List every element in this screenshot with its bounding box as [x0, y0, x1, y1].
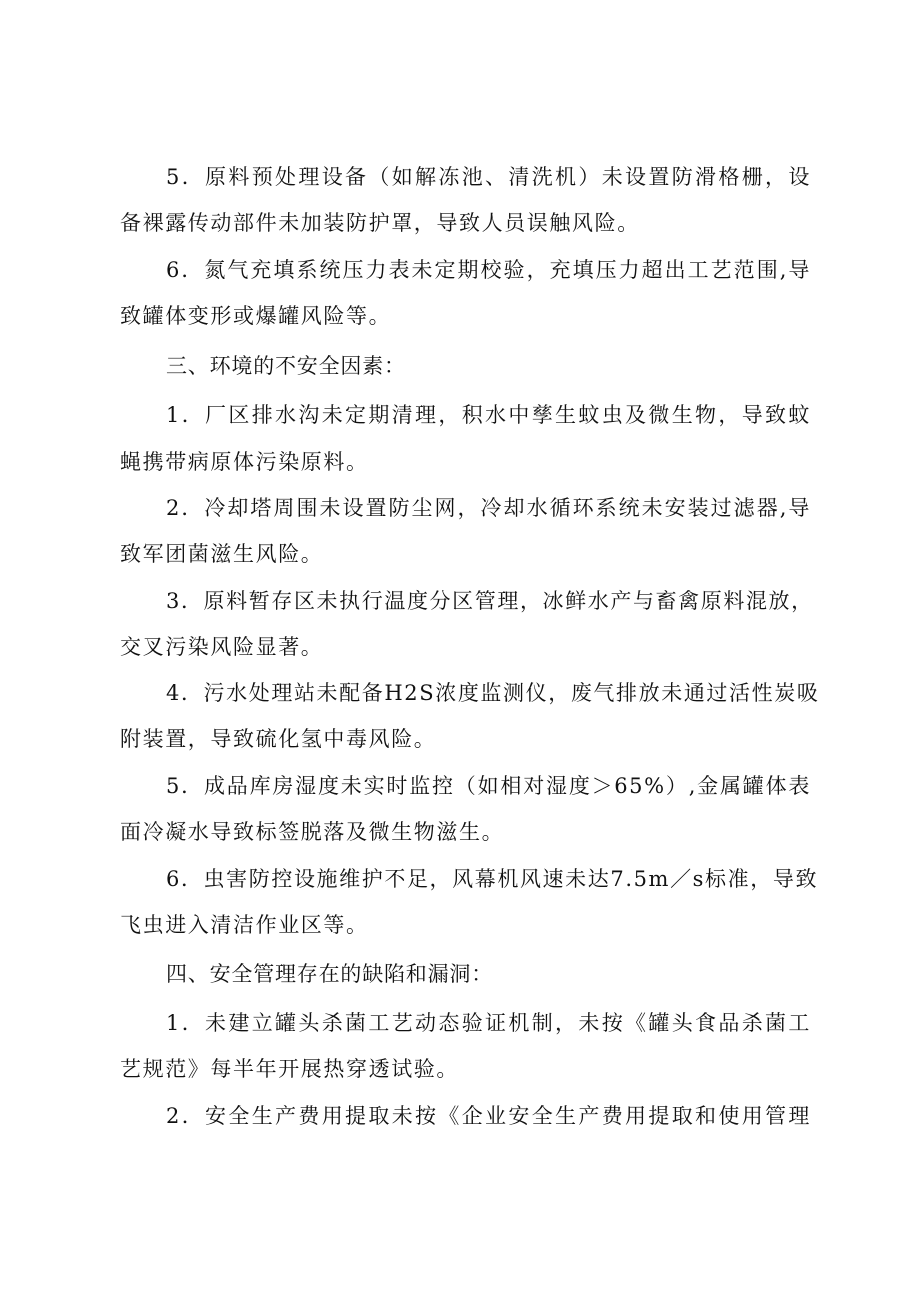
section-heading: 三、环境的不安全因素： [166, 354, 406, 378]
paragraph-line: 附装置，导致硫化氢中毒风险。 [120, 727, 437, 751]
paragraph-line: 1．未建立罐头杀菌工艺动态验证机制，未按《罐头食品杀菌工 [166, 1011, 811, 1035]
paragraph-line: 3．原料暂存区未执行温度分区管理，冰鲜水产与畜禽原料混放， [166, 589, 814, 613]
paragraph-line: 飞虫进入清洁作业区等。 [120, 913, 369, 937]
paragraph-line: 艺规范》每半年开展热穿透试验。 [120, 1057, 459, 1081]
paragraph-line: 交叉污染风险显著。 [120, 635, 324, 659]
section-heading: 四、安全管理存在的缺陷和漏洞： [166, 962, 493, 986]
paragraph-line: 5．原料预处理设备（如解冻池、清洗机）未设置防滑格栅，设 [166, 165, 811, 189]
paragraph-line: 2．冷却塔周围未设置防尘网，冷却水循环系统未安装过滤器,导 [166, 496, 811, 520]
paragraph-line: 4．污水处理站未配备H2S浓度监测仪，废气排放未通过活性炭吸 [166, 681, 820, 705]
paragraph-line: 面冷凝水导致标签脱落及微生物滋生。 [120, 820, 505, 844]
paragraph-line: 致军团菌滋生风险。 [120, 542, 324, 566]
paragraph-line: 6．氮气充填系统压力表未定期校验，充填压力超出工艺范围,导 [166, 258, 811, 282]
paragraph-line: 5．成品库房湿度未实时监控（如相对湿度＞65%）,金属罐体表 [166, 774, 811, 798]
paragraph-line: 备裸露传动部件未加装防护罩，导致人员误触风险。 [120, 211, 640, 235]
paragraph-line: 1．厂区排水沟未定期清理，积水中孳生蚊虫及微生物，导致蚊 [166, 403, 811, 427]
paragraph-line: 致罐体变形或爆罐风险等。 [120, 304, 392, 328]
paragraph-line: 蝇携带病原体污染原料。 [120, 450, 369, 474]
paragraph-line: 6．虫害防控设施维护不足，风幕机风速未达7.5m／s标准，导致 [166, 867, 819, 891]
paragraph-line: 2．安全生产费用提取未按《企业安全生产费用提取和使用管理 [166, 1104, 811, 1128]
